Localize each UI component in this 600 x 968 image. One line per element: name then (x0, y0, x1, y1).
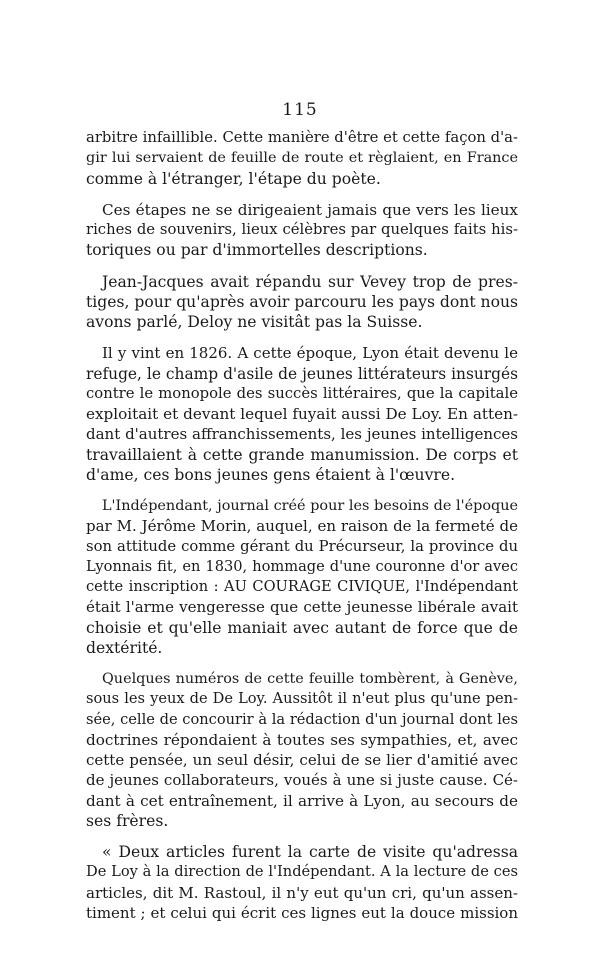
text-line: dant à cet entraînement, il arrive à Lyon, au secours de (86, 791, 518, 810)
text-line: son attitude comme gérant du Précurseur, la province du (86, 537, 518, 555)
text-line: De Loy à la direction de l'Indépendant. A la lecture de ces (86, 863, 518, 881)
text-line: exploitait et devant lequel fuyait aussi De Loy. En atten- (86, 405, 518, 423)
text-line: « Deux articles furent la carte de visite qu'adressa (102, 843, 518, 861)
text-line: Il y vint en 1826. A cette époque, Lyon était devenu le (102, 344, 518, 363)
text-line: de jeunes collaborateurs, voués à une si juste cause. Cé- (86, 771, 518, 790)
text-line: dant d'autres affranchissements, les jeunes intelligences (86, 425, 518, 444)
paragraph-gap (86, 261, 518, 272)
text-line: était l'arme vengeresse que cette jeunesse libérale avait (86, 598, 518, 617)
paragraph (86, 200, 518, 261)
paragraph (86, 128, 518, 189)
text-line: d'ame, ces bons jeunes gens étaient à l'œuvre. (86, 465, 456, 484)
text-line: Jean-Jacques avait répandu sur Vevey trop de pres- (102, 272, 518, 291)
text-line: contre le monopole des succès littéraires, que la capitale (86, 384, 518, 402)
paragraph-gap (86, 658, 518, 669)
text-line: refuge, le champ d'asile de jeunes littérateurs insurgés (86, 364, 518, 383)
paragraph (86, 272, 518, 333)
paragraph-gap (86, 332, 518, 343)
paragraph-gap (86, 485, 518, 496)
text-line: comme à l'étranger, l'étape du poète. (86, 169, 381, 188)
text-line: dextérité. (86, 638, 163, 657)
text-line: sée, celle de concourir à la rédaction d'un journal dont les (86, 710, 518, 728)
text-line: toriques ou par d'immortelles descriptions. (86, 241, 428, 260)
text-line: gir lui servaient de feuille de route et règlaient, en France (86, 150, 518, 167)
paragraph (86, 669, 518, 831)
text-line: cette pensée, un seul désir, celui de se lier d'amitié avec (86, 751, 518, 769)
text-line: cette inscription : AU COURAGE CIVIQUE, l'Indépendant (86, 578, 518, 595)
text-line: sous les yeux de De Loy. Aussitôt il n'eut plus qu'une pen- (86, 690, 518, 708)
paragraph-gap (86, 189, 518, 200)
text-line: Ces étapes ne se dirigeaient jamais que vers les lieux (102, 200, 518, 219)
text-line: arbitre infaillible. Cette manière d'être et cette façon d'a- (86, 129, 518, 146)
text-line: travaillaient à cette grande manumission. De corps et (86, 445, 518, 464)
text-line: doctrines répondaient à toutes ses sympathies, et, avec (86, 730, 518, 749)
text-line: L'Indépendant, journal créé pour les besoins de l'époque (102, 498, 518, 514)
page-number: 115 (282, 100, 318, 120)
text-line: tiges, pour qu'après avoir parcouru les pays dont nous (86, 292, 519, 311)
text-line: Lyonnais fit, en 1830, hommage d'une couronne d'or avec (86, 557, 518, 575)
paragraph-gap (86, 831, 518, 842)
text-line: Quelques numéros de cette feuille tombèrent, à Genève, (102, 671, 518, 687)
text-line: choisie et qu'elle maniait avec autant de force que de (86, 618, 518, 637)
text-line: articles, dit M. Rastoul, il n'y eut qu'un cri, qu'un assen- (86, 883, 518, 902)
text-line: par M. Jérôme Morin, auquel, en raison de la fermeté de (86, 517, 518, 536)
paragraph (86, 496, 518, 658)
body-text (86, 128, 518, 923)
text-line: riches de souvenirs, lieux célèbres par quelques faits his- (86, 221, 518, 238)
text-line: ses frères. (86, 811, 169, 830)
text-line: timent ; et celui qui écrit ces lignes eut la douce mission (86, 903, 518, 922)
paragraph (86, 343, 518, 485)
text-line: avons parlé, Deloy ne visitât pas la Suisse. (86, 313, 423, 331)
paragraph (86, 842, 518, 923)
